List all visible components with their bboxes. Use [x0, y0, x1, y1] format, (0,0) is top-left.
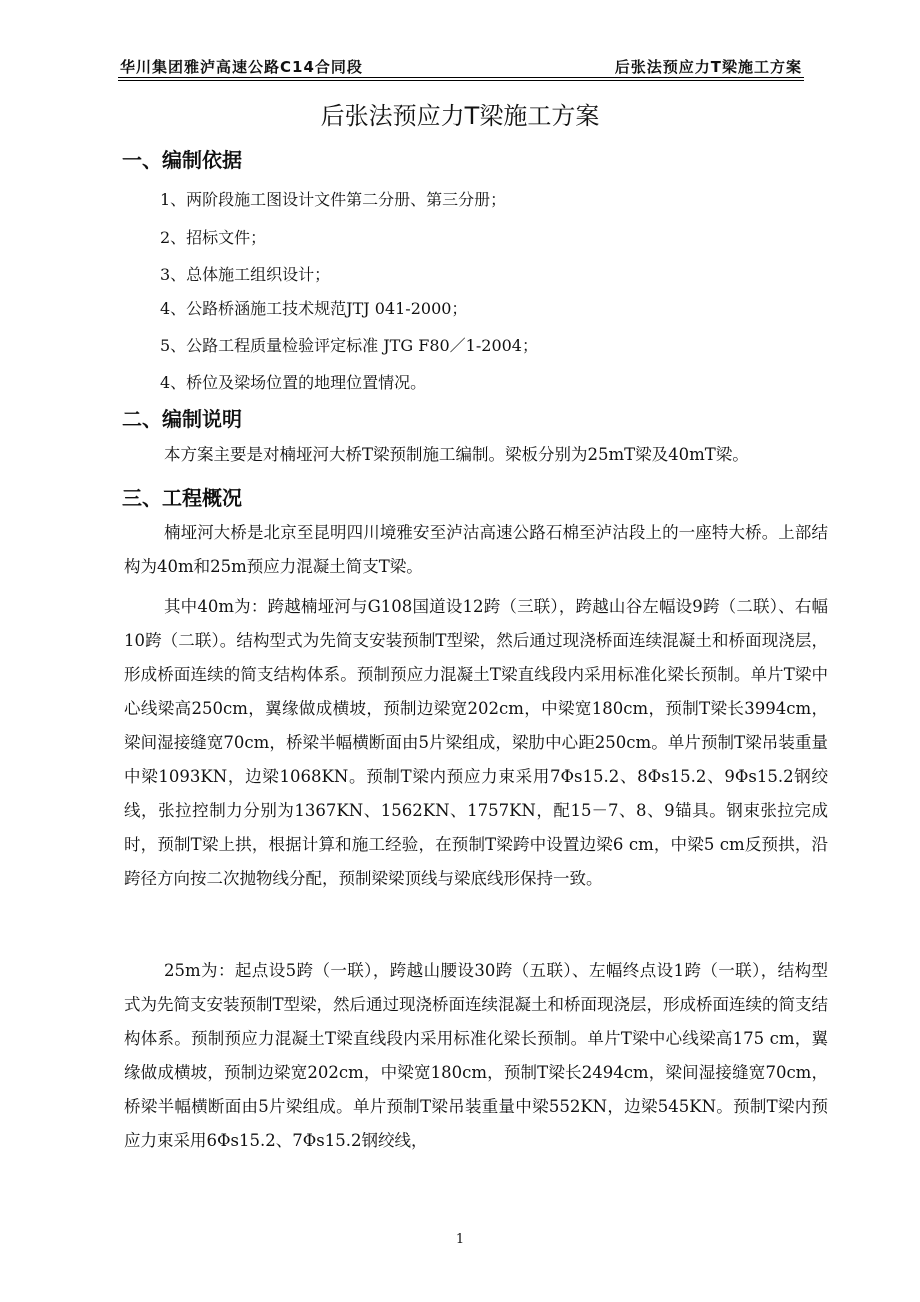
header-left-text: 华川集团雅泸高速公路C14合同段	[120, 58, 363, 76]
overview-paragraph: 其中40m为：跨越楠垭河与G108国道设12跨（三联），跨越山谷左幅设9跨（二联）、右幅10跨（二联）。结构型式为先简支安装预制T型梁，然后通过现浇桥面连续混凝土和桥面现浇层，形成桥面连续的简支结构体系。预制预应力混凝土T梁直线段内采用标准化梁长预制。单片T梁中心线梁高250cm，翼缘做成横坡，预制边梁宽202cm，中梁宽180cm，预制T梁长3994cm，梁间湿接缝宽70cm，桥梁半幅横断面由5片梁组成，梁肋中心距250cm。单片预制T梁吊装重量中梁1093KN，边梁1068KN。预制T梁内预应力束采用7Φs15.2、8Φs15.2、9Φs15.2钢绞线，张拉控制力分别为1367KN、1562KN、1757KN，配15－7、8、9锚具。钢束张拉完成时，预制T梁上拱，根据计算和施工经验，在预制T梁跨中设置边梁6 cm，中梁5 cm反预拱，沿跨径方向按二次抛物线分配，预制梁梁顶线与梁底线形保持一致。	[124, 597, 828, 888]
overview-paragraph: 楠垭河大桥是北京至昆明四川境雅安至泸沽高速公路石棉至泸沽段上的一座特大桥。上部结构为40m和25m预应力混凝土简支T梁。	[124, 523, 828, 576]
basis-item: 3、总体施工组织设计；	[160, 265, 331, 284]
section-heading-overview: 三、工程概况	[122, 486, 242, 510]
overview-paragraph: 25m为：起点设5跨（一联），跨越山腰设30跨（五联）、左幅终点设1跨（一联），结构型式为先简支安装预制T型梁，然后通过现浇桥面连续混凝土和桥面现浇层，形成桥面连续的简支结构体系。预制预应力混凝土T梁直线段内采用标准化梁长预制。单片T梁中心线梁高175 cm，翼缘做成横坡，预制边梁宽202cm，中梁宽180cm，预制T梁长2494cm，梁间湿接缝宽70cm，桥梁半幅横断面由5片梁组成。单片预制T梁吊装重量中梁552KN，边梁545KN。预制T梁内预应力束采用6Φs15.2、7Φs15.2钢绞线，	[124, 961, 829, 1150]
section-heading-explanation: 二、编制说明	[122, 407, 242, 431]
header-divider	[118, 77, 804, 78]
basis-item: 4、桥位及梁场位置的地理位置情况。	[160, 373, 427, 392]
section-heading-basis: 一、编制依据	[122, 148, 242, 172]
document-title: 后张法预应力T梁施工方案	[320, 102, 600, 130]
basis-item: 5、公路工程质量检验评定标准 JTG F80／1-2004；	[160, 336, 538, 355]
header-divider-double	[118, 80, 804, 81]
page-number: 1	[455, 1232, 465, 1247]
basis-item: 4、公路桥涵施工技术规范JTJ 041-2000；	[160, 299, 468, 318]
basis-item: 1、两阶段施工图设计文件第二分册、第三分册；	[160, 190, 507, 209]
basis-item: 2、招标文件；	[160, 228, 267, 247]
explanation-paragraph: 本方案主要是对楠垭河大桥T梁预制施工编制。梁板分别为25mT梁及40mT梁。	[164, 445, 749, 464]
header-right-text: 后张法预应力T梁施工方案	[614, 58, 802, 76]
